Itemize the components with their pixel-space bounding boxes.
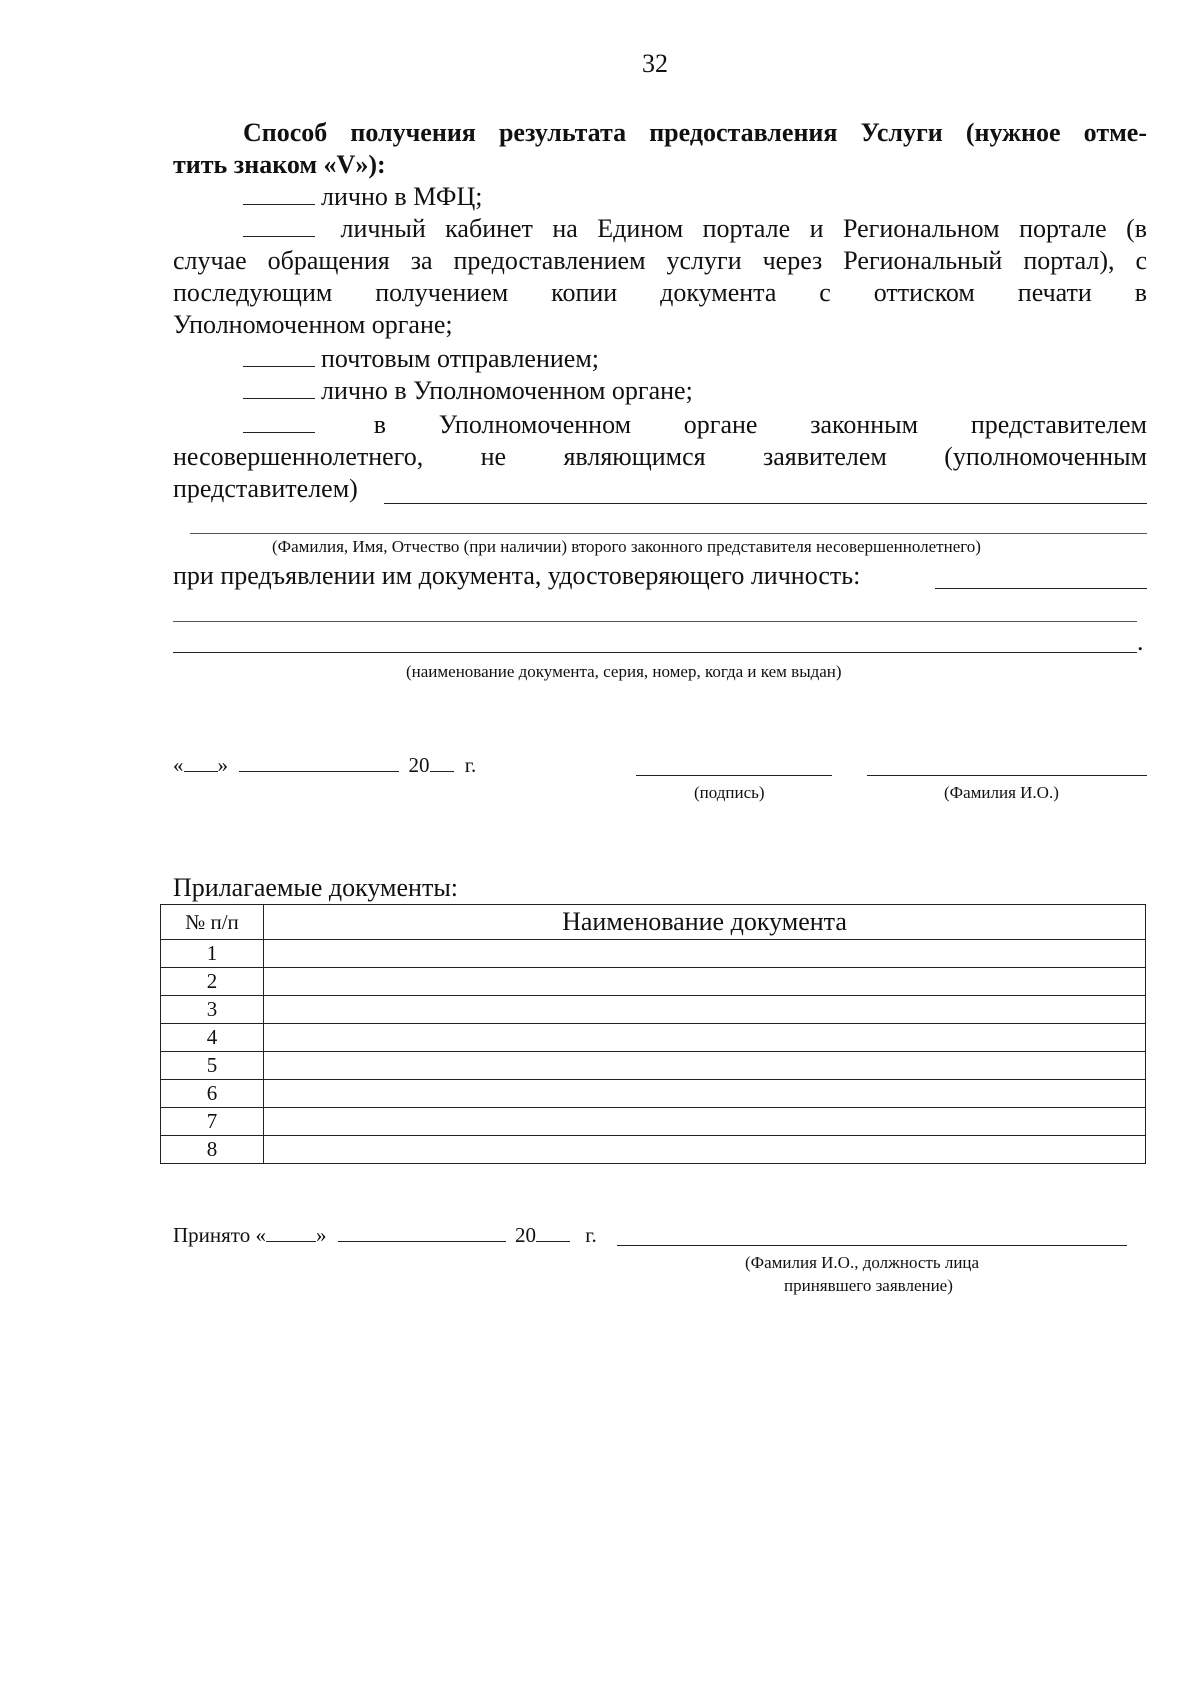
accepted-caption-line-2: принявшего заявление) — [784, 1276, 953, 1295]
document-name-cell[interactable] — [264, 968, 1146, 996]
year-blank[interactable] — [430, 753, 454, 772]
document-name-cell[interactable] — [264, 1024, 1146, 1052]
row-number: 1 — [161, 940, 264, 968]
option-mark-blank[interactable] — [243, 344, 315, 367]
signature-line[interactable] — [636, 775, 832, 776]
option-personal-account-line-4: Уполномоченном органе; — [173, 310, 453, 339]
table-row — [161, 968, 1146, 996]
id-document-fill-line-2[interactable] — [173, 621, 1137, 622]
row-number: 4 — [161, 1024, 264, 1052]
table-row — [161, 1136, 1146, 1164]
row-number: 8 — [161, 1136, 264, 1164]
column-header-name: Наименование документа — [264, 905, 1146, 940]
second-representative-name-line[interactable] — [190, 533, 1147, 534]
option-by-mail[interactable] — [243, 343, 599, 375]
table-row — [161, 1108, 1146, 1136]
row-number: 3 — [161, 996, 264, 1024]
option-mark-blank[interactable] — [243, 410, 315, 433]
option-personal-account-line-2: случае обращения за предоставлением услуги через Региональный портал), с — [173, 246, 1147, 275]
option-mark-blank[interactable] — [243, 376, 315, 399]
heading-line-2: тить знаком «V»): — [173, 150, 386, 179]
option-label: лично в МФЦ; — [321, 182, 483, 211]
signature-name-line[interactable] — [867, 775, 1147, 776]
option-mark-blank[interactable] — [243, 214, 315, 237]
accepted-date: Принято « » 20 г. — [173, 1223, 597, 1247]
heading-line-1: Способ получения результата предоставления Услуги (нужное отме- — [243, 118, 1147, 147]
attached-documents-table — [160, 904, 1146, 1164]
option-label: личный кабинет на Едином портале и Региональном портале (в — [340, 214, 1148, 243]
option-label: почтовым отправлением; — [321, 344, 600, 373]
id-document-period: . — [1137, 627, 1144, 656]
id-document-caption: (наименование документа, серия, номер, когда и кем выдан) — [406, 662, 842, 681]
table-row — [161, 940, 1146, 968]
id-document-prompt: при предъявлении им документа, удостоверяющего личность: — [173, 561, 861, 590]
accepted-year-blank[interactable] — [536, 1223, 570, 1242]
option-personal-account-line-3: последующим получением копии документа с оттиском печати в — [173, 278, 1147, 307]
document-name-cell[interactable] — [264, 940, 1146, 968]
id-document-fill-line-3[interactable] — [173, 652, 1137, 653]
document-name-cell[interactable] — [264, 1108, 1146, 1136]
second-representative-caption: (Фамилия, Имя, Отчество (при наличии) второго законного представителя несовершеннолетнего) — [272, 537, 981, 556]
page-number: 32 — [642, 49, 668, 78]
id-document-fill-line-1[interactable] — [935, 588, 1147, 589]
representative-fill-line[interactable] — [384, 503, 1147, 504]
row-number: 6 — [161, 1080, 264, 1108]
accepted-month-blank[interactable] — [338, 1223, 506, 1242]
option-mark-blank[interactable] — [243, 182, 315, 205]
column-header-number: № п/п — [161, 905, 264, 940]
row-number: 5 — [161, 1052, 264, 1080]
option-in-person-authority[interactable] — [243, 375, 693, 407]
document-name-cell[interactable] — [264, 996, 1146, 1024]
table-row — [161, 1080, 1146, 1108]
accepted-caption-line-1: (Фамилия И.О., должность лица — [745, 1253, 980, 1272]
month-blank[interactable] — [239, 753, 399, 772]
option-legal-representative-line-2: несовершеннолетнего, не являющимся заявителем (уполномоченным — [173, 442, 1147, 471]
row-number: 7 — [161, 1108, 264, 1136]
signature-caption: (подпись) — [694, 783, 765, 802]
table-row — [161, 1024, 1146, 1052]
option-personal-account[interactable] — [243, 213, 1147, 245]
document-name-cell[interactable] — [264, 1080, 1146, 1108]
signature-date: « » 20 г. — [173, 753, 477, 777]
row-number: 2 — [161, 968, 264, 996]
attached-documents-title: Прилагаемые документы: — [173, 873, 459, 902]
option-legal-representative-line-3: представителем) — [173, 474, 358, 503]
option-legal-representative[interactable] — [243, 409, 1147, 441]
option-label: лично в Уполномоченном органе; — [321, 376, 693, 405]
option-label: в Уполномоченном органе законным представителем — [373, 410, 1147, 439]
accepted-day-blank[interactable] — [266, 1223, 316, 1242]
accepted-name-line[interactable] — [617, 1245, 1127, 1246]
table-header-row — [161, 905, 1146, 940]
option-in-person-mfc[interactable] — [243, 181, 482, 213]
document-name-cell[interactable] — [264, 1052, 1146, 1080]
document-name-cell[interactable] — [264, 1136, 1146, 1164]
table-row — [161, 1052, 1146, 1080]
table-row — [161, 996, 1146, 1024]
signature-name-caption: (Фамилия И.О.) — [944, 783, 1059, 802]
day-blank[interactable] — [184, 753, 218, 772]
